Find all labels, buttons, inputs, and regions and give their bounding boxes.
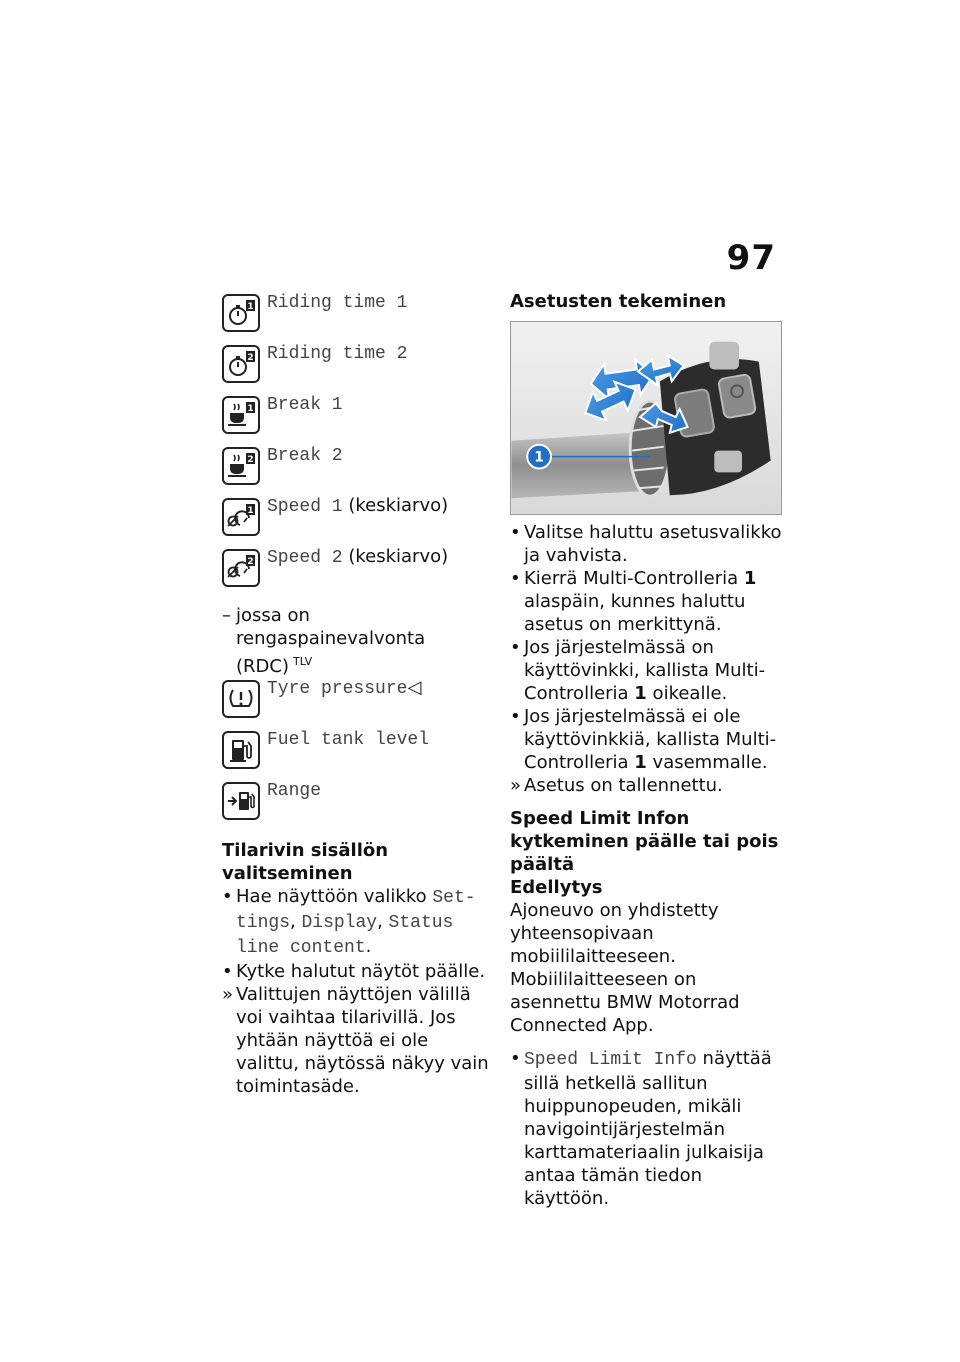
instruction-step: • Jos järjestelmässä on käyttövinkki, kallista Multi-Controlleria 1 oikealle. [510,636,782,705]
status-item-label: Range [267,781,322,801]
right-column [510,286,782,1210]
requirement-paragraph: Mobiililaitteeseen on asennettu BMW Motorrad Connected App. [510,969,740,1036]
status-item-tyre-pressure [222,672,490,723]
tlv-superscript: TLV [292,655,313,668]
status-item-label: Fuel tank level [267,730,430,750]
instruction-step: • Valitse haluttu asetusvalikko ja vahvista. [510,521,782,567]
status-item-label: Speed 1 (keskiarvo) [267,495,449,517]
instruction-result: » Valittujen näyttöjen välillä voi vaihtaa tilarivillä. Jos yhtään näyttöä ei ole valittu, näytössä näkyy vain toimintasäde. [222,983,490,1098]
instruction-step: • Hae näyttöön valikko Set-tings, Display, Status line content. [222,885,490,960]
photo-callout-number: 1 [534,449,544,466]
menu-path: Status line content [236,913,454,958]
svg-text:2: 2 [247,557,254,567]
status-item-label: Break 1 [267,395,343,415]
subsection-heading: Edellytys [510,877,603,898]
coffee-2-icon [222,447,260,485]
fuel-pump-icon [222,731,260,769]
status-item-riding-time-1 [222,286,490,337]
section-heading: Speed Limit Infon kytkeminen päälle tai pois päältä [510,808,779,875]
svg-text:1: 1 [247,302,254,312]
status-item-break-1 [222,388,490,439]
requirement-paragraph: Ajoneuvo on yhdistetty yhteensopivaan mobiililaitteeseen. [510,900,719,967]
tyre-pressure-icon [222,680,260,718]
menu-path: Set-tings [236,888,476,933]
status-item-label: Speed 2 (keskiarvo) [267,546,449,568]
triangle-left-icon: ◁ [407,677,422,698]
average-speed-1-icon [222,498,260,536]
display-name: Speed Limit Info [524,1050,697,1070]
instruction-step: • Kytke halutut näytöt päälle. [222,960,490,983]
coffee-1-icon [222,396,260,434]
left-column [222,286,490,1098]
svg-text:2: 2 [247,455,254,465]
svg-text:1: 1 [247,506,254,516]
average-speed-2-icon [222,549,260,587]
instruction-step: • Jos järjestelmässä ei ole käyttövinkkiä, kallista Multi-Controlleria 1 vasemmalle. [510,705,782,774]
stopwatch-2-icon [222,345,260,383]
status-item-riding-time-2 [222,337,490,388]
handlebar-controller-photo [510,321,782,515]
status-item-speed-1 [222,490,490,541]
page-number: 97 [726,238,776,278]
status-item-label: Riding time 1 [267,293,408,313]
svg-text:2: 2 [247,353,254,363]
status-item-fuel-tank-level [222,723,490,774]
section-heading: Tilarivin sisällön valitseminen [222,840,389,884]
info-bullet: • Speed Limit Info näyttää sillä hetkellä sallitun huippunopeuden, mikäli navigointijärjestelmän karttamateriaalin julkaisija antaa tämän tiedon käyttöön. [510,1047,782,1210]
range-icon [222,782,260,820]
status-item-label: Riding time 2 [267,344,408,364]
status-item-label: Break 2 [267,446,343,466]
instruction-step: • Kierrä Multi-Controlleria 1 alaspäin, kunnes haluttu asetus on merkittynä. [510,567,782,636]
svg-text:1: 1 [247,404,254,414]
stopwatch-1-icon [222,294,260,332]
menu-path: Display [301,913,378,933]
status-item-range [222,774,490,825]
status-item-speed-2 [222,541,490,592]
instruction-result: » Asetus on tallennettu. [510,774,782,797]
rdc-condition: – jossa on rengaspainevalvonta (RDC) $^{TLV}$ [222,604,490,678]
status-item-break-2 [222,439,490,490]
section-heading: Asetusten tekeminen [510,291,727,312]
status-item-label: Tyre pressure◁ [267,677,422,699]
